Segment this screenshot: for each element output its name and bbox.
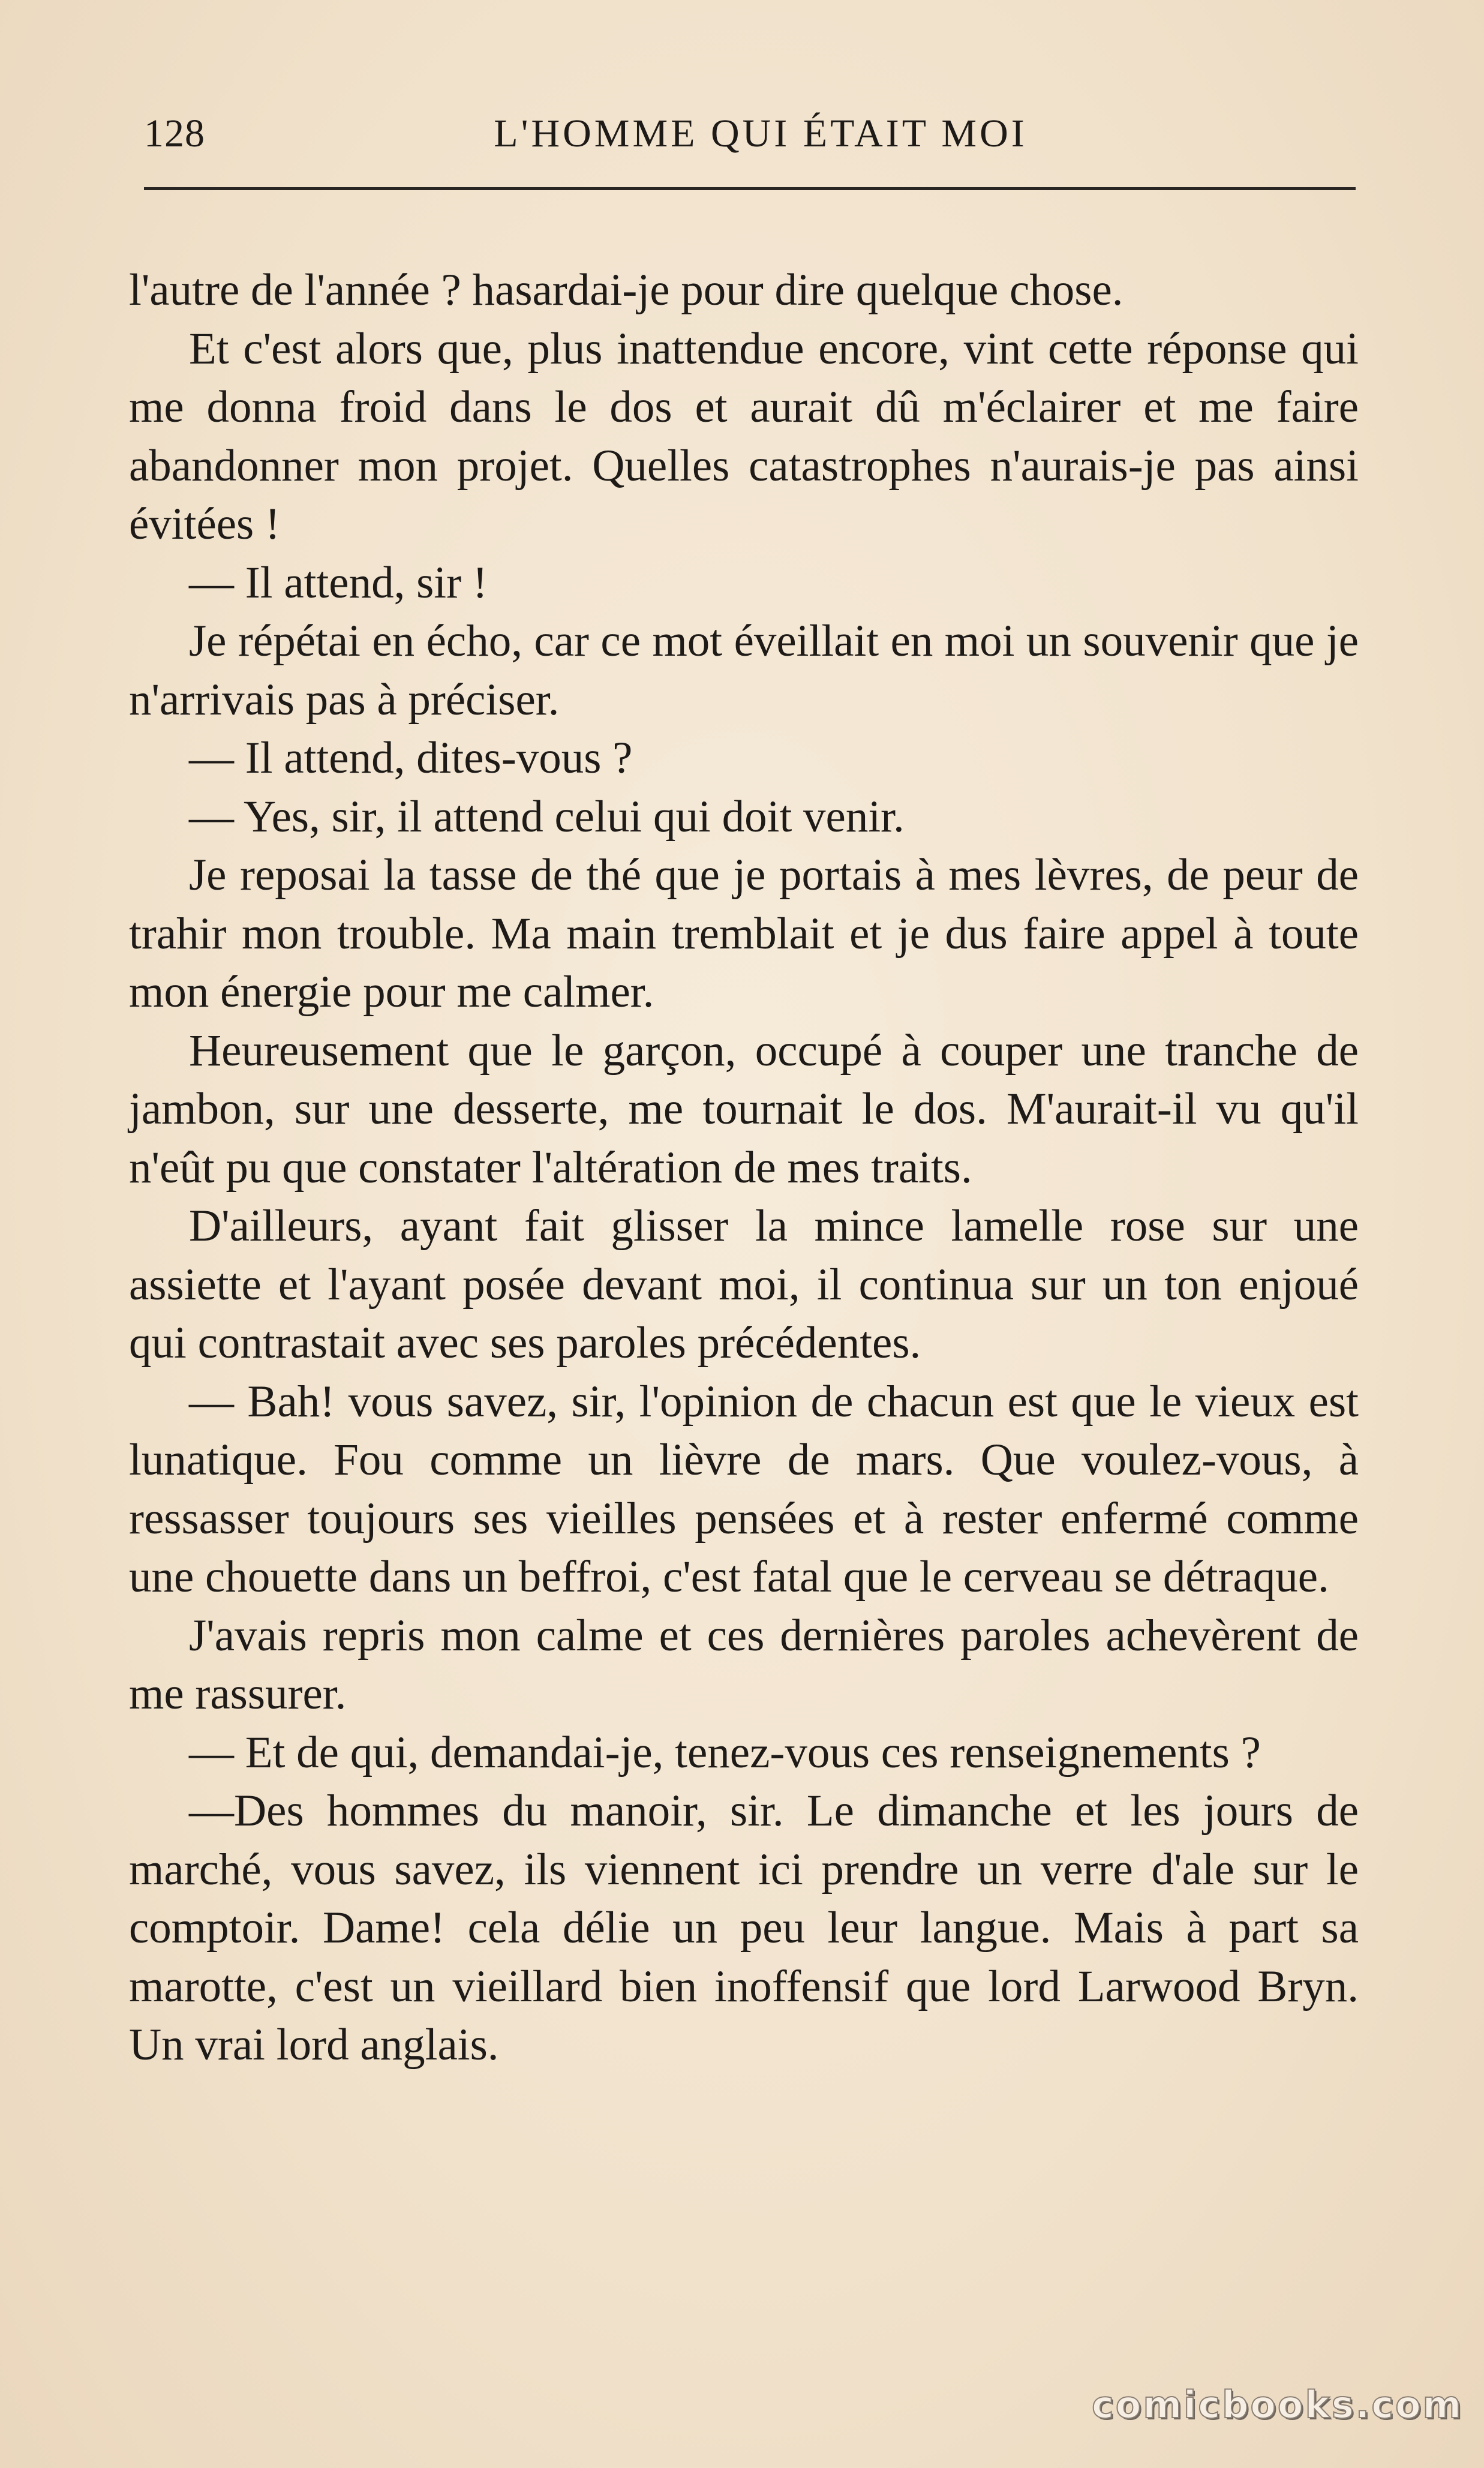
paragraph: — Il attend, sir ! (189, 557, 488, 608)
paragraph: — Bah! vous savez, sir, l'opinion de chacun est que le vieux est lunatique. Fou comme un lièvre de mars. Que voulez-vous, à ressasser toujours ses vieilles pensées et à rester enfermé comme une chouette dans un beffroi, c'est fatal que le cerveau se détraque. (129, 1376, 1359, 1602)
body-text (129, 261, 1359, 2074)
paragraph: J'avais repris mon calme et ces dernières paroles achevèrent de me rassurer. (129, 1610, 1359, 1719)
page-number: 128 (144, 112, 205, 155)
header-rule (144, 187, 1356, 190)
paragraph: — Il attend, dites-vous ? (189, 733, 633, 783)
paragraph: — Et de qui, demandai-je, tenez-vous ces renseignements ? (189, 1727, 1261, 1778)
paragraph: Je reposai la tasse de thé que je portais à mes lèvres, de peur de trahir mon trouble. Ma main tremblait et je dus faire appel à toute mon énergie pour me calmer. (129, 850, 1359, 1017)
paragraph: — Yes, sir, il attend celui qui doit venir. (189, 791, 905, 842)
watermark: comicbooks.com (1092, 2383, 1464, 2427)
paragraph: Et c'est alors que, plus inattendue encore, vint cette réponse qui me donna froid dans le dos et aurait dû m'éclairer et me faire abandonner mon projet. Quelles catastrophes n'aurais-je pas ainsi évitées ! (129, 323, 1359, 549)
paragraph: l'autre de l'année ? hasardai-je pour dire quelque chose. (129, 265, 1123, 315)
page-header (144, 105, 1356, 171)
paragraph: Heureusement que le garçon, occupé à couper une tranche de jambon, sur une desserte, me tournait le dos. M'aurait-il vu qu'il n'eût pu que constater l'altération de mes traits. (129, 1025, 1359, 1193)
running-title: L'HOMME QUI ÉTAIT MOI (494, 112, 1028, 155)
paragraph: —Des hommes du manoir, sir. Le dimanche et les jours de marché, vous savez, ils viennent ici prendre un verre d'ale sur le comptoir. Dame! cela délie un peu leur langue. Mais à part sa marotte, c'est un vieillard bien inoffensif que lord Larwood Bryn. Un vrai lord anglais. (129, 1786, 1359, 2070)
paragraph: D'ailleurs, ayant fait glisser la mince lamelle rose sur une assiette et l'ayant posée devant moi, il continua sur un ton enjoué qui contrastait avec ses paroles précédentes. (129, 1201, 1359, 1368)
paragraph: Je répétai en écho, car ce mot éveillait en moi un souvenir que je n'arrivais pas à préciser. (129, 616, 1359, 725)
